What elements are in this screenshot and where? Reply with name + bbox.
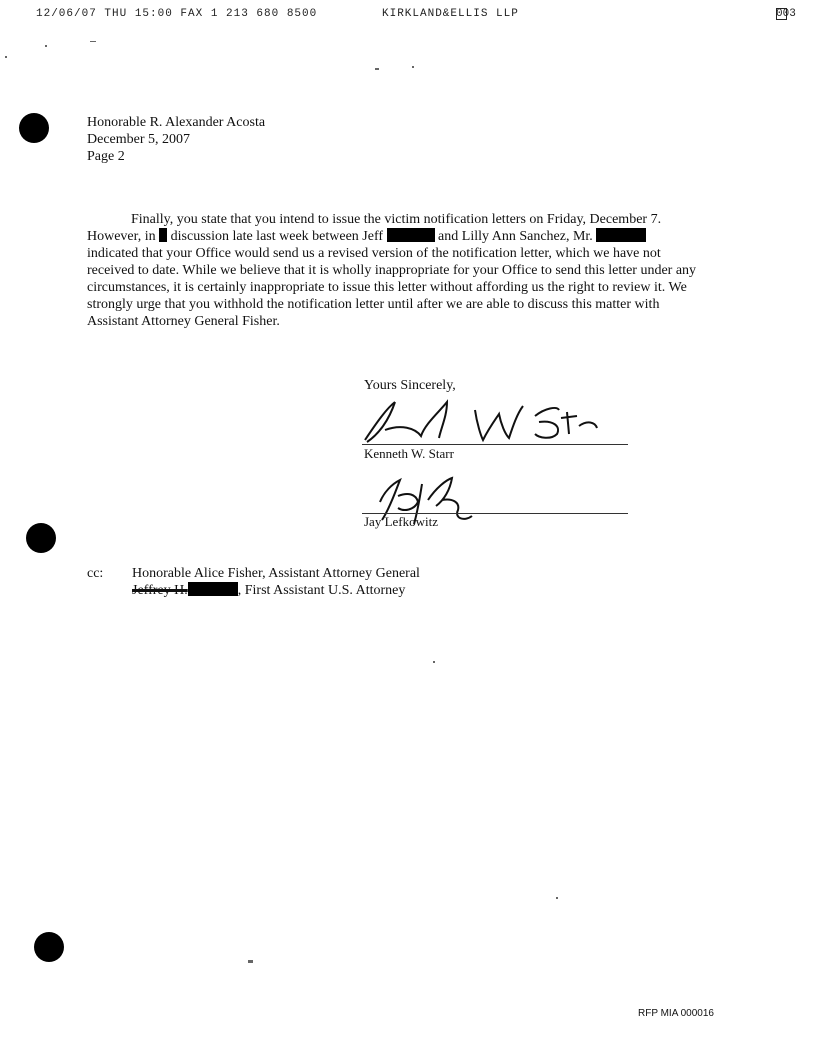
- scan-speck: [375, 68, 379, 70]
- cc-recipient-first-assistant: Jeffrey H. , First Assistant U.S. Attorney: [132, 583, 406, 598]
- scan-speck: [5, 56, 7, 58]
- signature-line: [362, 444, 628, 445]
- cc-recipients: [132, 565, 420, 599]
- signature-starr: [355, 392, 605, 450]
- scan-speck: [412, 66, 414, 68]
- address-block: [87, 114, 265, 165]
- body-text: Finally, you state that you intend to issue the victim notification letters on Friday, December 7. However, in discussion late last week between Jeff and Lilly Ann Sanchez, Mr. indicated that your Office would send us a revised version of the notification letter, which we have not received to date. While we believe that it is wholly inappropriate for your Office to send this letter under any circumstances, it is certainly inappropriate to issue this letter without affording us the right to review it. We strongly urge that you withhold the notification letter until after we are able to discuss this matter with Assistant Attorney General Fisher.: [87, 212, 697, 329]
- signer-name-lefkowitz: Jay Lefkowitz: [364, 514, 439, 529]
- redaction-box: [596, 228, 646, 242]
- punch-hole: [26, 523, 56, 553]
- body-paragraph: [87, 211, 697, 330]
- letter-date: December 5, 2007: [87, 132, 191, 147]
- punch-hole: [19, 113, 49, 143]
- bates-number: RFP MIA 000016: [638, 1008, 714, 1019]
- scan-speck: [45, 45, 47, 47]
- recipient-name: Honorable R. Alexander Acosta: [87, 115, 266, 130]
- scan-speck: [248, 960, 253, 963]
- signer-name-starr: Kenneth W. Starr: [364, 446, 454, 461]
- page-label: Page 2: [87, 149, 125, 164]
- fax-header: 12/06/07 THU 15:00 FAX 1 213 680 8500 KIRKLAND&ELLIS LLP 003: [36, 8, 796, 20]
- scan-speck: [433, 661, 435, 663]
- cc-label: cc:: [87, 566, 104, 581]
- redaction-box: [387, 228, 435, 242]
- punch-hole: [34, 932, 64, 962]
- fax-transmission-line: 12/06/07 THU 15:00 FAX 1 213 680 8500: [36, 8, 318, 20]
- scan-speck: [556, 897, 558, 899]
- cc-recipient-fisher: Honorable Alice Fisher, Assistant Attorney General: [132, 566, 420, 581]
- closing-salutation: Yours Sincerely,: [364, 378, 456, 393]
- redaction-box: [188, 582, 238, 596]
- redaction-box: [159, 228, 167, 242]
- scan-speck: [90, 41, 96, 42]
- fax-firm-name: KIRKLAND&ELLIS LLP: [382, 8, 519, 20]
